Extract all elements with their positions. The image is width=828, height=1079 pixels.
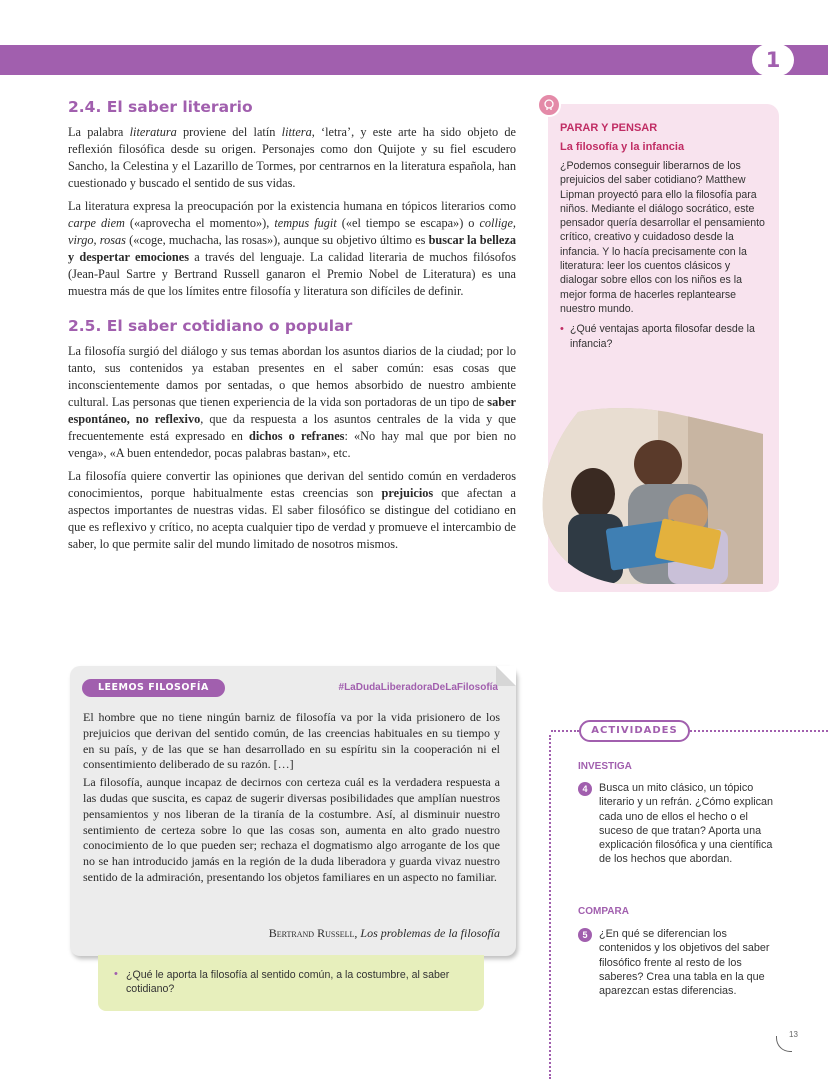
leemos-paragraph-1: El hombre que no tiene ningún barniz de filosofía va por la vida prisionero de los prejuicios que derivan del sentido común, de las creencias habituales en su tiempo y en su país, y de las que se han desarrollado en su espíritu sin la cooperación ni el consentimiento deliberado de su razón. […] bbox=[83, 710, 500, 772]
parar-pensar-text: ¿Podemos conseguir liberarnos de los prejuicios del saber cotidiano? Matthew Lipman proyectó para ello la filosofía para niños. Mediante el diálogo socrático, este pensador quería desarrollar el pensamiento crítico, creativo y cuidadoso desde la infancia. Y lo hacía precisamente con la literatura: leer los cuentos clásicos y dialogar sobre ellos con los niños es la mejor forma de hacerles replantearse nuestro mundo. bbox=[560, 160, 765, 315]
main-column bbox=[68, 98, 516, 559]
leemos-paragraph-2: La filosofía, aunque incapaz de decirnos con certeza cuál es la verdadera respuesta a las dudas que suscita, es capaz de sugerir diversas posibilidades que amplían nuestros pensamientos y nos liberan de la tiranía de la costumbre. Así, al disminuir nuestro sentimiento de certeza sobre lo que las cosas son, aumenta en alto grado nuestro conocimiento de lo que pueden ser; rechaza el dogmatismo algo arrogante de los que no se han introducido jamás en la región de la duda liberadora y guarda vivaz nuestro sentido de la admiración, presentando los objetos familiares en un aspecto no familiar. bbox=[83, 775, 500, 884]
thinking-head-icon bbox=[537, 93, 561, 117]
actividades-tab: ACTIVIDADES bbox=[579, 720, 690, 742]
chapter-number: 1 bbox=[752, 44, 794, 76]
paragraph-literatura-topicos: La literatura expresa la preocupación por la existencia humana en tópicos literarios como carpe diem («aprovecha el momento»), tempus fugit («el tiempo se escapa») o collige, virgo, rosas («coge, muchacha, las rosas»), aunque su objetivo último es buscar la belleza y despertar emociones a través del lenguaje. La calidad literaria de muchos filósofos (Jean-Paul Sartre y Bertrand Russell ganaron el Premio Nobel de Literatura) es una muestra más de que los límites entre filosofía y literatura son difíciles de definir. bbox=[68, 199, 516, 298]
activity-item-4 bbox=[578, 781, 778, 867]
activity-number-4: 4 bbox=[578, 782, 592, 796]
activity-text-4: Busca un mito clásico, un tópico literario y un refrán. ¿Cómo explican cada uno de ellos el hecho o el suceso de que tratan? Aporta una explicación filosófica y una científica de los hechos que abordan. bbox=[599, 782, 774, 866]
activity-category-compara: COMPARA bbox=[578, 906, 629, 917]
page-number: 13 bbox=[789, 1030, 798, 1039]
actividades-dotted-line bbox=[551, 730, 579, 732]
activity-number-5: 5 bbox=[578, 928, 592, 942]
page-fold-corner bbox=[496, 666, 516, 686]
section-title-2-4: 2.4. El saber literario bbox=[68, 98, 253, 116]
reading-family-photo bbox=[538, 404, 763, 584]
parar-pensar-question: • ¿Qué ventajas aporta filosofar desde la infancia? bbox=[560, 322, 766, 351]
paragraph-saber-comun: La filosofía surgió del diálogo y sus temas abordan los asuntos diarios de la ciudad; por lo tanto, sus contenidos ya estaban presentes en el saber común: esas cosas que inconscientemente damos por sentadas, o que hemos absorbido de nuestro ambiente cultural. Las personas que tienen experiencia de la vida son portadoras de un tipo de saber espontáneo, no reflexivo, que da respuesta a los asuntos centrales de la vida y que frecuentemente está expresado en dichos o refranes: «No hay mal que por bien no venga», «A buen entendedor, pocas palabras bastan», etc. bbox=[68, 344, 516, 460]
activity-item-5 bbox=[578, 927, 778, 998]
bullet-icon: • bbox=[114, 968, 118, 980]
leemos-filosofia-tab: LEEMOS FILOSOFÍA bbox=[82, 679, 225, 697]
paragraph-literatura-origen: La palabra literatura proviene del latín littera, ‘letra’, y este arte ha sido objeto de reflexión filosófica desde su origen. Personajes como don Quijote y su fiel escudero Sancho, la Celestina y el Lazarillo de Tormes, por centrarnos en la literatura española, han cuestionado y buscado el sentido de sus vidas. bbox=[68, 125, 516, 190]
chapter-band bbox=[0, 45, 828, 75]
parar-pensar-heading: PARAR Y PENSAR bbox=[560, 122, 658, 134]
actividades-dotted-line bbox=[549, 735, 551, 1079]
actividades-dotted-line bbox=[690, 730, 828, 732]
parar-pensar-subheading: La filosofía y la infancia bbox=[560, 141, 685, 153]
leemos-quote bbox=[83, 710, 500, 888]
activity-text-5: ¿En qué se diferencian los contenidos y los objetivos del saber filosófico frente al resto de los saberes? Crea una tabla en la que aparezcan estas diferencias. bbox=[599, 928, 770, 998]
leemos-hashtag: #LaDudaLiberadoraDeLaFilosofía bbox=[338, 682, 498, 693]
activity-category-investiga: INVESTIGA bbox=[578, 761, 632, 772]
paragraph-prejuicios: La filosofía quiere convertir las opiniones que derivan del sentido común en verdaderos conocimientos, porque habitualmente estas creencias son prejuicios que afectan a aspectos importantes de nuestras vidas. El saber filosófico se distingue del cotidiano en que es reflexivo y crítico, no acepta cualquier tipo de verdad y promueve el intercambio de saber, lo que permite salir del mundo limitado de nosotros mismos. bbox=[68, 469, 516, 551]
leemos-citation: Bertrand Russell, Los problemas de la filosofía bbox=[268, 926, 500, 940]
leemos-question: ¿Qué le aporta la filosofía al sentido común, a la costumbre, al saber cotidiano? bbox=[126, 969, 450, 995]
section-title-2-5: 2.5. El saber cotidiano o popular bbox=[68, 317, 353, 335]
